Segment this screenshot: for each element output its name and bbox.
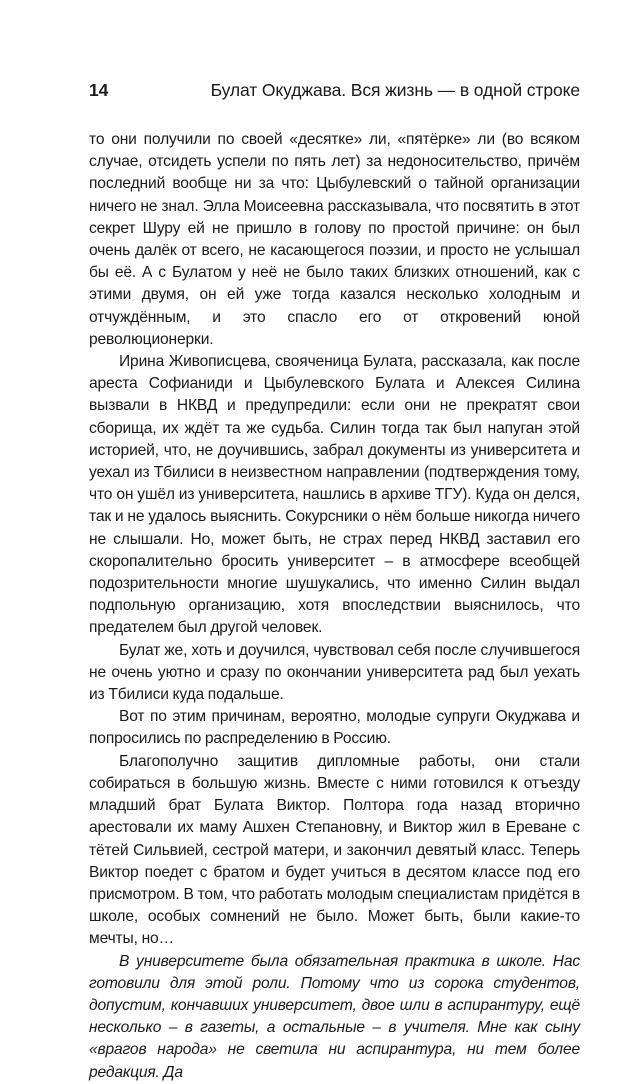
paragraph-continuation: то они получили по своей «десятке» ли, «пятёрке» ли (во всяком случае, отсидеть успели по пять лет) за недоносительство, причём последний вообще ни за что: Цыбулевский о тайной организации ничего не знал. Элла Моисеевна рассказывала, что посвятить в этот секрет Шуру ей не пришло в голову по простой причине: он был очень далёк от всего, не касающегося поэзии, и просто не услышал бы её. А с Булатом у неё не было таких близких отношений, как с этими двумя, он ей уже тогда казался несколько холодным и отчуждённым, и это спасло его от откровений юной революционерки. xyxy=(89,131,580,348)
italic-quote-paragraph: В университете была обязательная практика в школе. Нас готовили для этой роли. Потому что из сорока студентов, допустим, кончавших университет, двое шли в аспирантуру, ещё несколько – в газеты, а остальные – в учителя. Мне как сыну «врагов народа» не светила ни аспирантура, ни тем более редакция. Да xyxy=(89,952,580,1081)
paragraph: Булат же, хоть и доучился, чувствовал себя после случившегося не очень уютно и сразу по окончании университета рад был уехать из Тбилиси куда подальше. xyxy=(89,641,580,704)
book-page xyxy=(89,80,580,1084)
running-title: Булат Окуджава. Вся жизнь — в одной строке xyxy=(210,80,580,100)
page-header xyxy=(89,80,580,108)
paragraph: Благополучно защитив дипломные работы, они стали собираться в большую жизнь. Вместе с ними готовился к отъезду младший брат Булата Виктор. Полтора года назад вторично арестовали их маму Ашхен Степановну, и Виктор жил в Ереване с тётей Сильвией, сестрой матери, и закончил девятый класс. Теперь Виктор поедет с братом и будет учиться в десятом классе под его присмотром. В том, что работать молодым специалистам придётся в школе, особых сомнений не было. Может быть, были какие-то мечты, но… xyxy=(89,752,580,948)
paragraph: Вот по этим причинам, вероятно, молодые супруги Окуджава и попросились по распределению в Россию. xyxy=(89,708,580,748)
body-text xyxy=(89,129,580,1084)
paragraph: Ирина Живописцева, свояченица Булата, рассказала, как после ареста Софианиди и Цыбулевского Булата и Алексея Силина вызвали в НКВД и предупредили: если они не прекратят свои сборища, их ждёт та же судьба. Силин тогда так был напуган этой историей, что, не доучившись, забрал документы из университета и уехал из Тбилиси в неизвестном направлении (подтверждения тому, что он ушёл из университета, нашлись в архиве ТГУ). Куда он делся, так и не удалось выяснить. Сокурсники о нём больше никогда ничего не слышали. Но, может быть, не страх перед НКВД заставил его скоропалительно бросить университет – в атмосфере всеобщей подозрительности многие шушукались, что именно Силин выдал подпольную организацию, хотя впоследствии выяснилось, что предателем был другой человек. xyxy=(89,353,580,637)
page-number: 14 xyxy=(89,80,109,100)
